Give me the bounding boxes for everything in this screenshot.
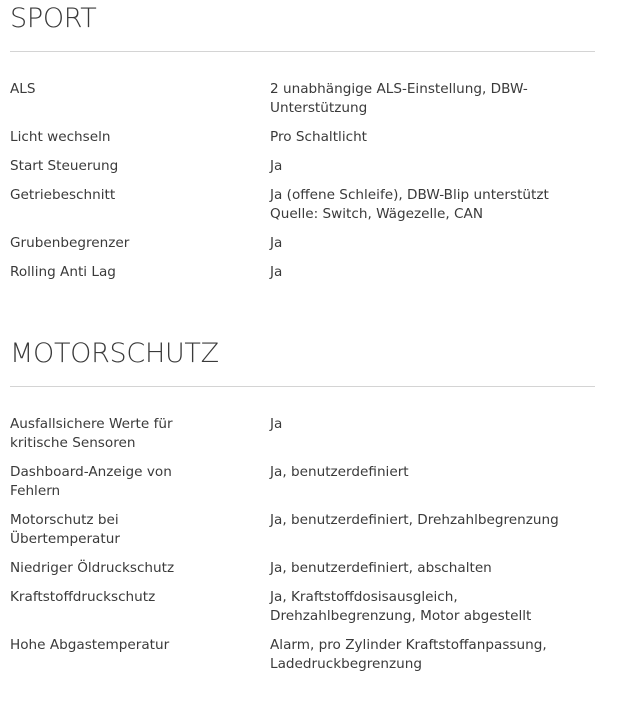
spec-row — [10, 415, 595, 453]
spec-table — [10, 80, 595, 282]
section-divider — [10, 386, 595, 387]
spec-label: ALS — [10, 81, 36, 97]
spec-value: Ja — [270, 264, 283, 280]
spec-value: 2 unabhängige ALS-Einstellung, DBW-Unterstützung — [270, 81, 528, 116]
spec-label: Rolling Anti Lag — [10, 264, 116, 280]
spec-label: Niedriger Öldruckschutz — [10, 560, 175, 576]
spec-row — [10, 463, 595, 501]
spec-value: Ja, benutzerdefiniert — [270, 464, 409, 480]
spec-row — [10, 636, 595, 674]
spec-row — [10, 128, 595, 147]
spec-value: Ja, Kraftstoffdosisausgleich, Drehzahlbegrenzung, Motor abgestellt — [270, 589, 532, 624]
section-divider — [10, 51, 595, 52]
spec-value: Ja, benutzerdefiniert, Drehzahlbegrenzung — [270, 512, 559, 528]
spec-row — [10, 588, 595, 626]
spec-value: Ja — [270, 158, 283, 174]
spec-label: Grubenbegrenzer — [10, 235, 130, 251]
spec-value: Alarm, pro Zylinder Kraftstoffanpassung, Ladedruckbegrenzung — [270, 637, 547, 672]
spec-label: Kraftstoffdruckschutz — [10, 589, 156, 605]
spec-label: Start Steuerung — [10, 158, 119, 174]
section-motorschutz — [10, 338, 595, 684]
spec-label: Motorschutz bei Übertemperatur — [10, 512, 120, 547]
spec-value: Ja — [270, 416, 283, 432]
spec-value: Ja, benutzerdefiniert, abschalten — [270, 560, 492, 576]
spec-row — [10, 157, 595, 176]
section-sport — [10, 3, 595, 292]
spec-value: Ja — [270, 235, 283, 251]
section-title: SPORT — [10, 3, 97, 34]
spec-row — [10, 80, 595, 118]
spec-row — [10, 559, 595, 578]
spec-row — [10, 234, 595, 253]
spec-row — [10, 186, 595, 224]
spec-row — [10, 511, 595, 549]
section-title: MOTORSCHUTZ — [10, 338, 219, 369]
spec-label: Licht wechseln — [10, 129, 111, 145]
spec-label: Hohe Abgastemperatur — [10, 637, 170, 653]
spec-value: Ja (offene Schleife), DBW-Blip unterstützt Quelle: Switch, Wägezelle, CAN — [270, 187, 549, 222]
spec-row — [10, 263, 595, 282]
spec-label: Getriebeschnitt — [10, 187, 116, 203]
spec-value: Pro Schaltlicht — [270, 129, 368, 145]
spec-table — [10, 415, 595, 674]
spec-label: Dashboard-Anzeige von Fehlern — [10, 464, 172, 499]
spec-label: Ausfallsichere Werte für kritische Sensoren — [10, 416, 173, 451]
